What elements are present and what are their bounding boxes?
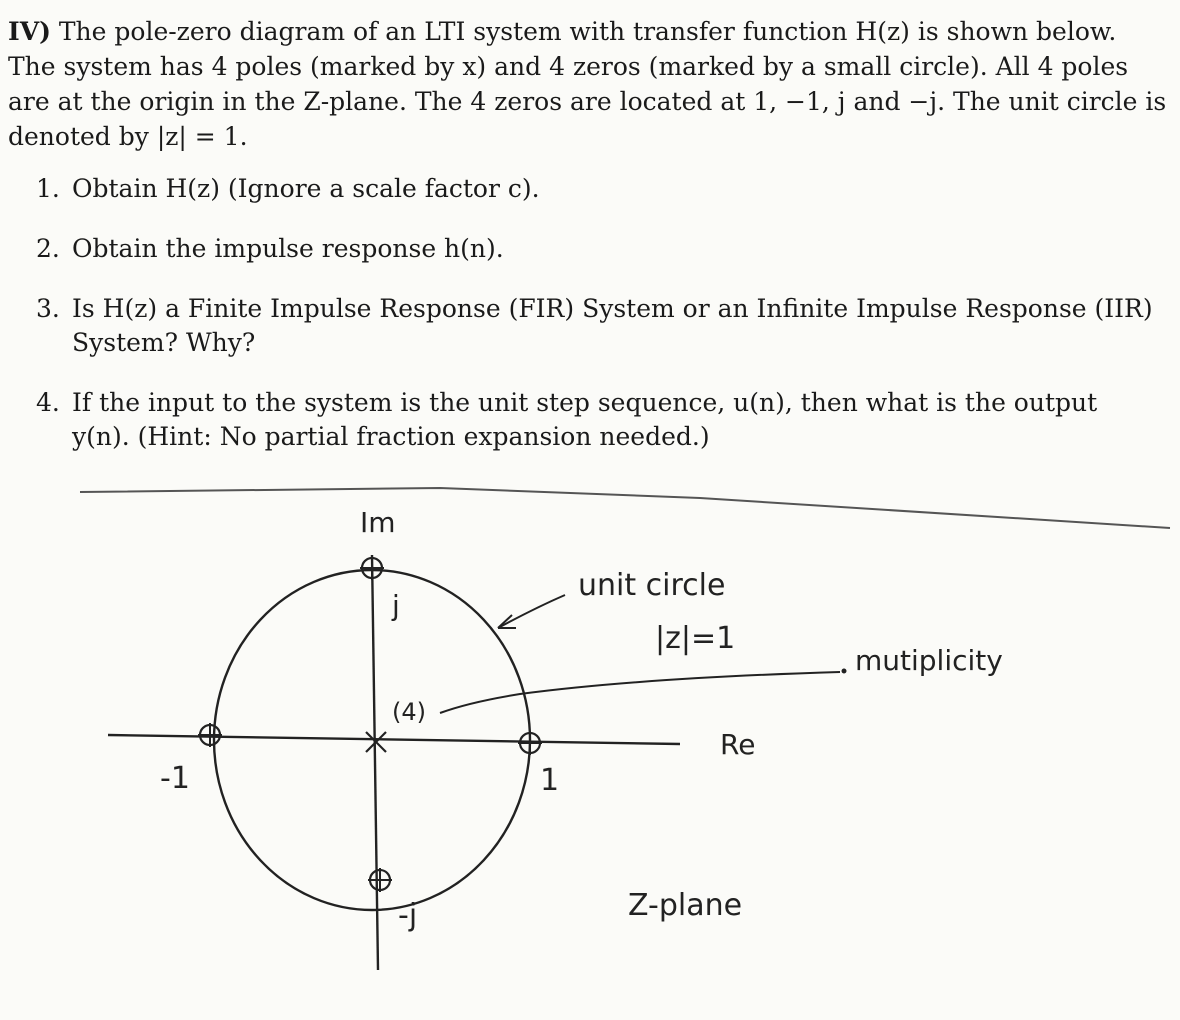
neg-one-label: -1	[160, 761, 190, 796]
question-2-number: 2.	[36, 234, 60, 263]
question-3-number: 3.	[36, 294, 60, 323]
problem-intro-text: The pole-zero diagram of an LTI system with transfer function H(z) is shown below. The system has 4 poles (marked by x) and 4 zeros (marked by a small circle). All 4 poles are at the origin in the Z-plane. The 4 zeros are located at 1, −1, j and −j. The unit circle is denoted by |z| = 1.	[8, 17, 1167, 151]
neg-j-label: -j	[398, 898, 418, 933]
question-4-text: If the input to the system is the unit step sequence, u(n), then what is the output y(n). (Hint: No partial fraction expansion needed.)	[72, 388, 1098, 451]
zero-marker-one	[518, 731, 542, 755]
question-3-text: Is H(z) a Finite Impulse Response (FIR) System or an Infinite Impulse Response (IIR) System? Why?	[72, 294, 1153, 357]
question-1-number: 1.	[36, 174, 60, 203]
multiplicity-leader-line	[440, 672, 840, 713]
imaginary-axis	[372, 555, 378, 970]
paper-edge-line	[80, 488, 1170, 528]
multiplicity-value: (4)	[392, 698, 426, 726]
unit-circle-arrow	[498, 595, 565, 628]
re-axis-label: Re	[720, 728, 756, 761]
im-axis-label: Im	[360, 506, 396, 539]
multiplicity-leader-dot	[842, 669, 847, 674]
unit-circle-arrowhead	[498, 615, 516, 628]
question-4	[36, 386, 1156, 454]
zero-marker-j	[360, 556, 384, 580]
question-2-text: Obtain the impulse response h(n).	[72, 234, 504, 263]
pole-zero-diagram	[0, 470, 1180, 1020]
real-axis	[108, 735, 680, 744]
multiplicity-label: mutiplicity	[855, 644, 1003, 677]
one-label: 1	[540, 763, 560, 798]
problem-tag: IV)	[8, 17, 51, 46]
j-label: j	[392, 589, 400, 622]
question-3	[36, 292, 1156, 360]
question-list	[36, 172, 1156, 454]
question-1	[36, 172, 1156, 206]
z-plane-label: Z-plane	[628, 888, 743, 923]
question-4-number: 4.	[36, 388, 60, 417]
unit-circle-label: unit circle	[578, 568, 726, 603]
unit-circle-equation: |z|=1	[655, 621, 736, 656]
zero-marker-neg-j	[368, 868, 392, 892]
question-1-text: Obtain H(z) (Ignore a scale factor c).	[72, 174, 540, 203]
problem-statement	[8, 14, 1168, 154]
zero-marker-neg-one	[198, 723, 222, 747]
question-2	[36, 232, 1156, 266]
